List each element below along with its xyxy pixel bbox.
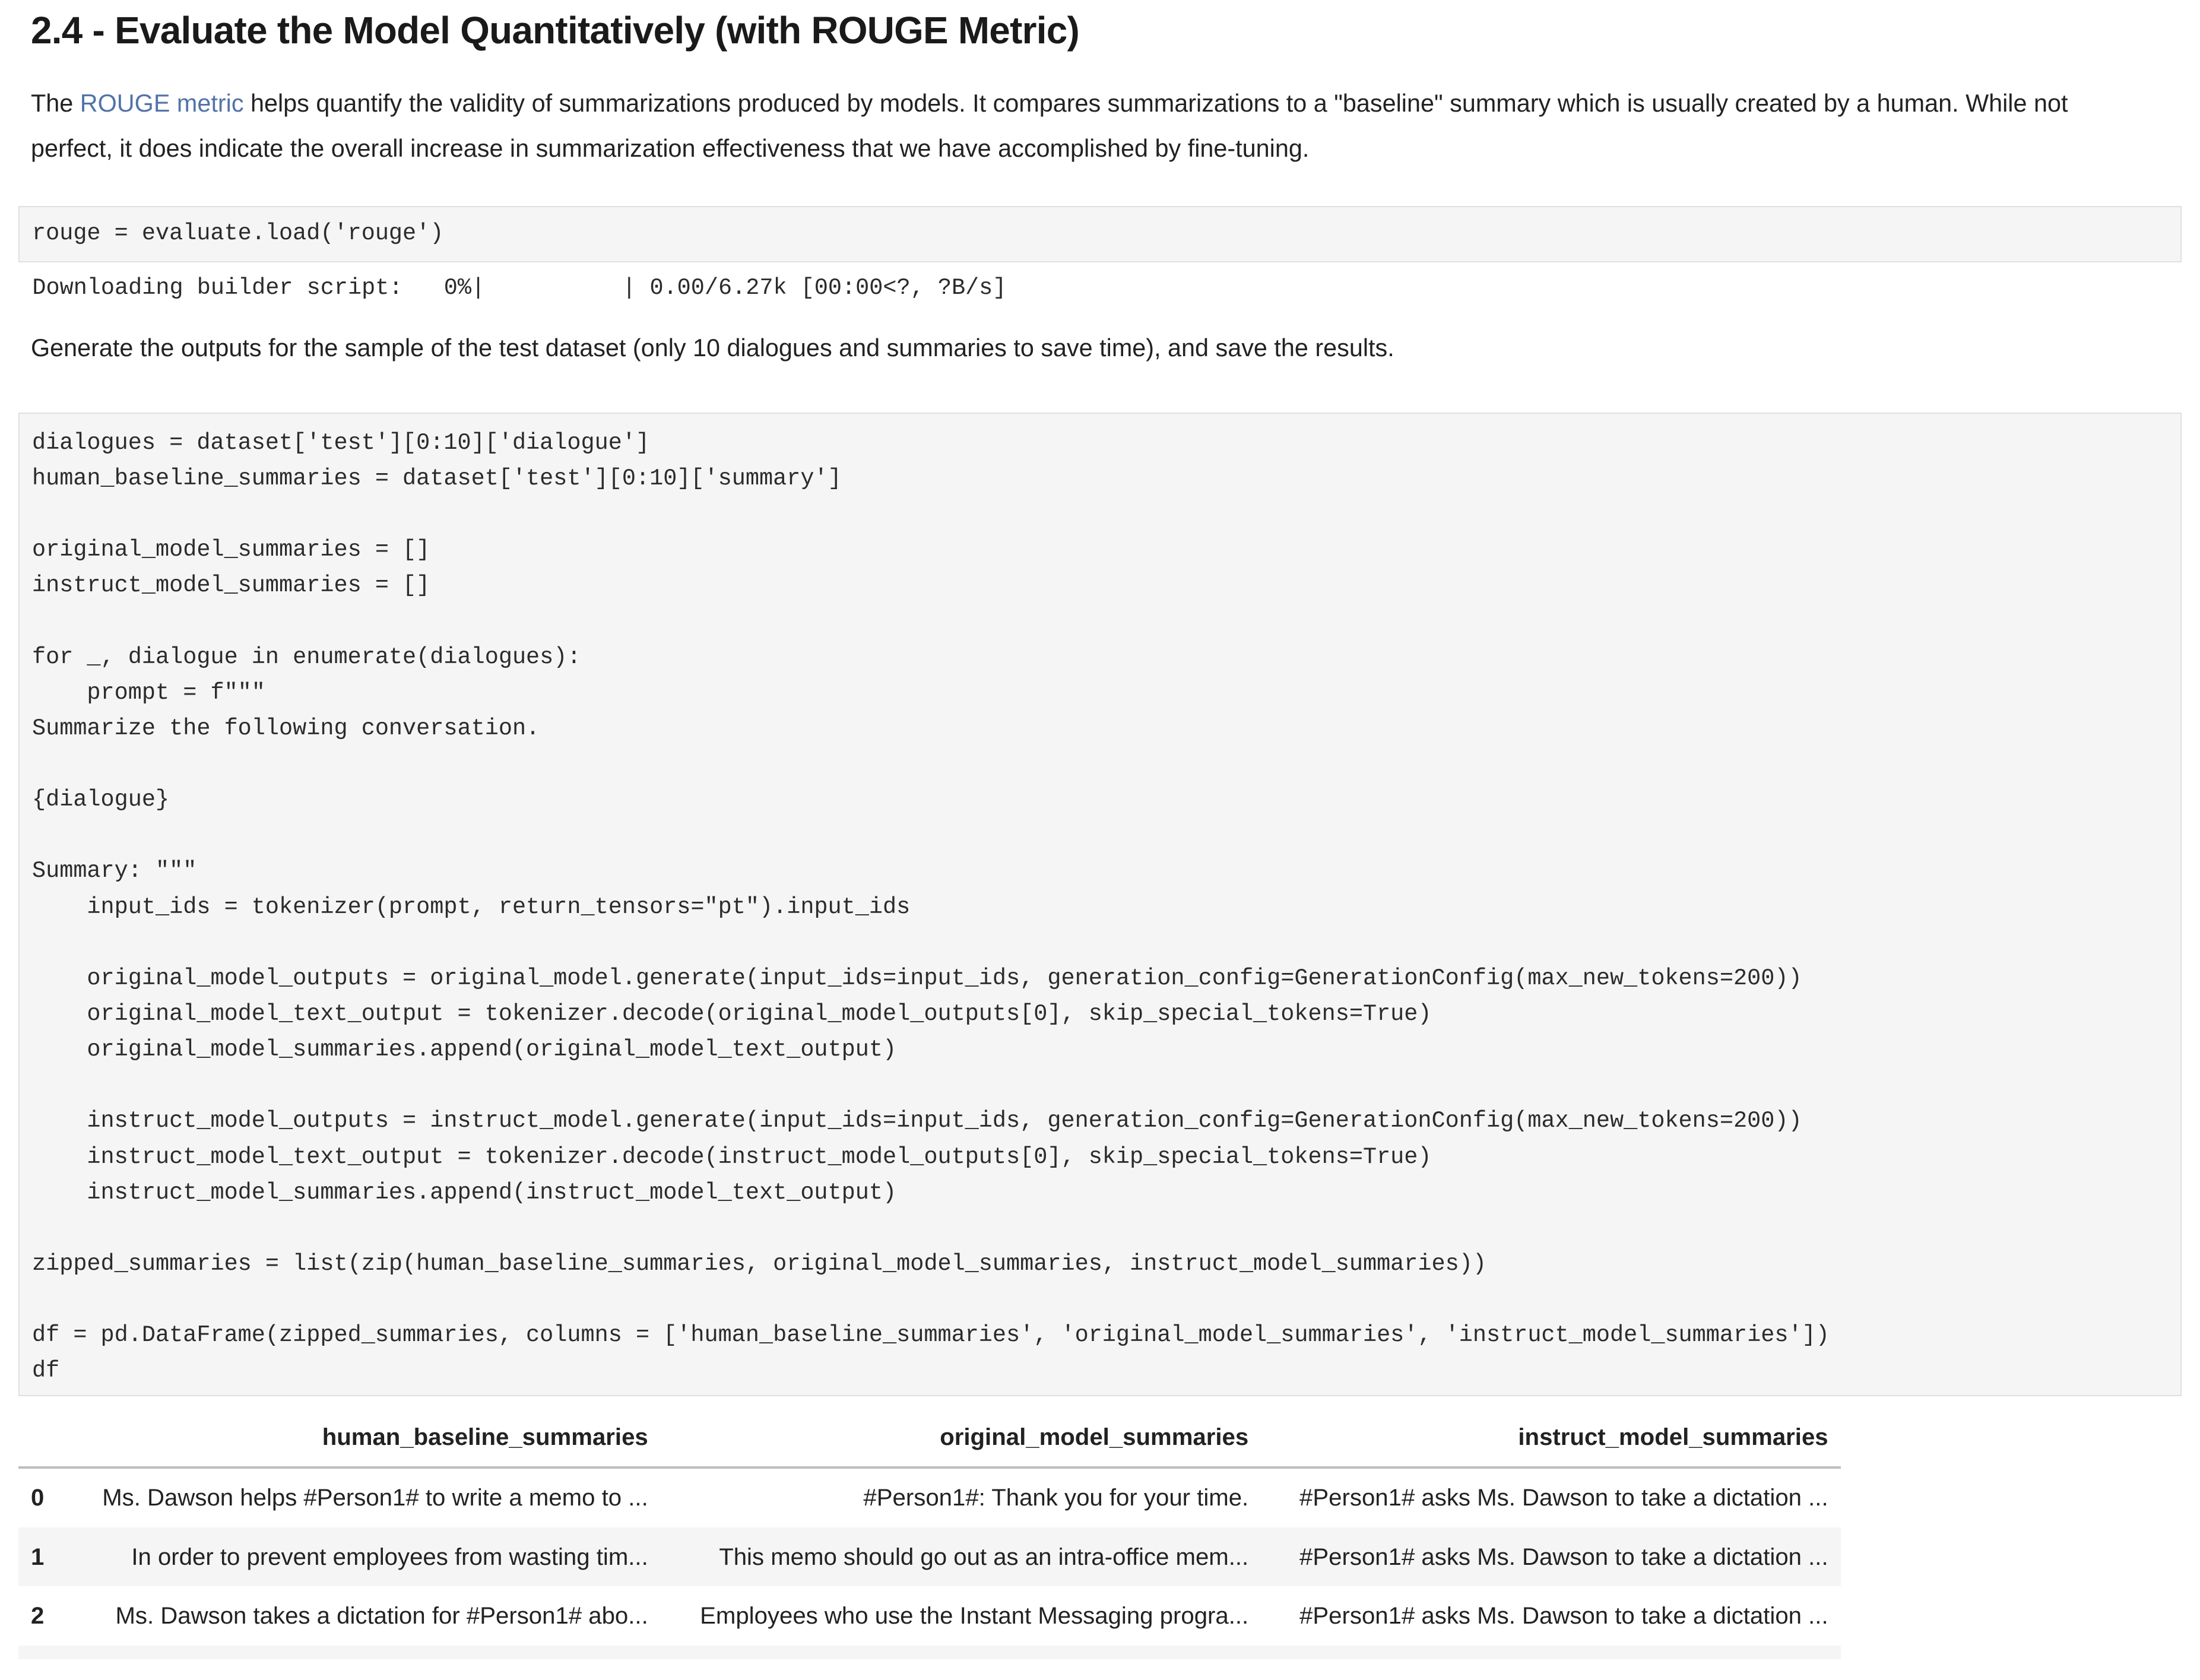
row-index: 2 <box>30 1602 45 1629</box>
code-line: zipped_summaries = list(zip(human_baseline_summaries, original_model_summaries, instruct_model_summaries)) <box>31 1251 1486 1277</box>
table-row <box>18 1586 1841 1645</box>
code-line: Summarize the following conversation. <box>31 715 540 741</box>
column-header-instruct-model: instruct_model_summaries <box>1261 1409 1840 1467</box>
table-cell: Ms. Dawson takes a dictation for #Person1# abo... <box>115 1602 648 1629</box>
code-line: dialogues = dataset['test'][0:10]['dialogue'] <box>31 429 650 456</box>
code-line: instruct_model_summaries = [] <box>31 572 430 599</box>
code-line: original_model_text_output = tokenizer.decode(original_model_outputs[0], skip_special_tokens=True) <box>31 1001 1432 1028</box>
code-lines <box>32 425 1830 1389</box>
column-header-index <box>18 1409 64 1467</box>
table-row <box>18 1527 1841 1586</box>
code-line <box>32 603 1830 639</box>
dataframe-output <box>18 1409 1841 1659</box>
code-line: {dialogue} <box>31 787 170 813</box>
table-row <box>18 1467 1841 1527</box>
table-row-partial <box>18 1646 1841 1660</box>
table-cell: #Person1# asks Ms. Dawson to take a dictation ... <box>1299 1484 1828 1511</box>
table-cell: In order to prevent employees from wasting tim... <box>63 1527 661 1586</box>
column-header-human-baseline: human_baseline_summaries <box>63 1409 661 1467</box>
code-line: human_baseline_summaries = dataset['test'][0:10]['summary'] <box>31 465 842 492</box>
table-cell: #Person1# asks Ms. Dawson to take a dictation ... <box>1261 1527 1840 1586</box>
code-line: prompt = f""" <box>31 679 265 706</box>
code-line <box>32 496 1830 532</box>
code-line: rouge = evaluate.load('rouge') <box>31 220 444 246</box>
intro-text-rest: helps quantify the validity of summarizations produced by models. It compares summarizations to a "baseline" summary which is usually created by a human. While not perfect, it does indicate the overall increase in summarization effectiveness that we have accomplished by fine-tuning. <box>30 90 2068 162</box>
code-line <box>32 1282 1830 1317</box>
code-line: instruct_model_outputs = instruct_model.generate(input_ids=input_ids, generation_config=GenerationConfig(max_new_tokens=200)) <box>31 1108 1802 1134</box>
table-cell: #Person1# asks Ms. Dawson to take a dictation ... <box>1299 1602 1828 1629</box>
download-progress-output: Downloading builder script: 0%| | 0.00/6.27k [00:00<?, ?B/s] <box>32 275 1007 302</box>
table-cell: This memo should go out as an intra-office mem... <box>661 1527 1261 1586</box>
code-line: original_model_summaries.append(original_model_text_output) <box>31 1036 897 1063</box>
markdown-text: Generate the outputs for the sample of the test dataset (only 10 dialogues and summaries to save time), and save the results. <box>30 334 1394 362</box>
code-line <box>32 1067 1830 1103</box>
intro-text: The <box>30 90 80 118</box>
code-line <box>32 817 1830 853</box>
code-line: input_ids = tokenizer(prompt, return_tensors="pt").input_ids <box>31 893 911 920</box>
code-line: instruct_model_text_output = tokenizer.decode(instruct_model_outputs[0], skip_special_tokens=True) <box>31 1143 1432 1170</box>
code-line: instruct_model_summaries.append(instruct_model_text_output) <box>31 1179 897 1206</box>
row-index: 0 <box>30 1484 45 1511</box>
table-cell: #Person1#: Thank you for your time. <box>863 1484 1249 1511</box>
code-line: original_model_outputs = original_model.generate(input_ids=input_ids, generation_config=GenerationConfig(max_new_tokens=200)) <box>31 965 1802 991</box>
code-line <box>32 746 1830 782</box>
table-cell <box>18 1646 1841 1660</box>
section-heading: 2.4 - Evaluate the Model Quantitatively (with ROUGE Metric) <box>30 9 1080 52</box>
column-header-original-model: original_model_summaries <box>661 1409 1261 1467</box>
code-line <box>32 925 1830 961</box>
code-cell-load-rouge[interactable] <box>18 206 2182 262</box>
table-header-row <box>18 1409 1841 1467</box>
code-line: original_model_summaries = [] <box>31 537 430 563</box>
code-line <box>32 1210 1830 1246</box>
code-line: df = pd.DataFrame(zipped_summaries, columns = ['human_baseline_summaries', 'original_model_summaries', 'instruct_model_summaries']) <box>31 1322 1830 1349</box>
intro-paragraph <box>31 81 2150 171</box>
code-line: df <box>31 1358 60 1384</box>
code-line: Summary: """ <box>31 858 197 885</box>
code-line: for _, dialogue in enumerate(dialogues): <box>31 644 581 670</box>
row-index: 1 <box>18 1527 64 1586</box>
rouge-metric-link[interactable]: ROUGE metric <box>80 90 244 118</box>
table-cell: Ms. Dawson helps #Person1# to write a memo to ... <box>102 1484 648 1511</box>
code-cell-generate-summaries[interactable] <box>18 413 2182 1396</box>
table-cell: Employees who use the Instant Messaging progra... <box>700 1602 1249 1629</box>
